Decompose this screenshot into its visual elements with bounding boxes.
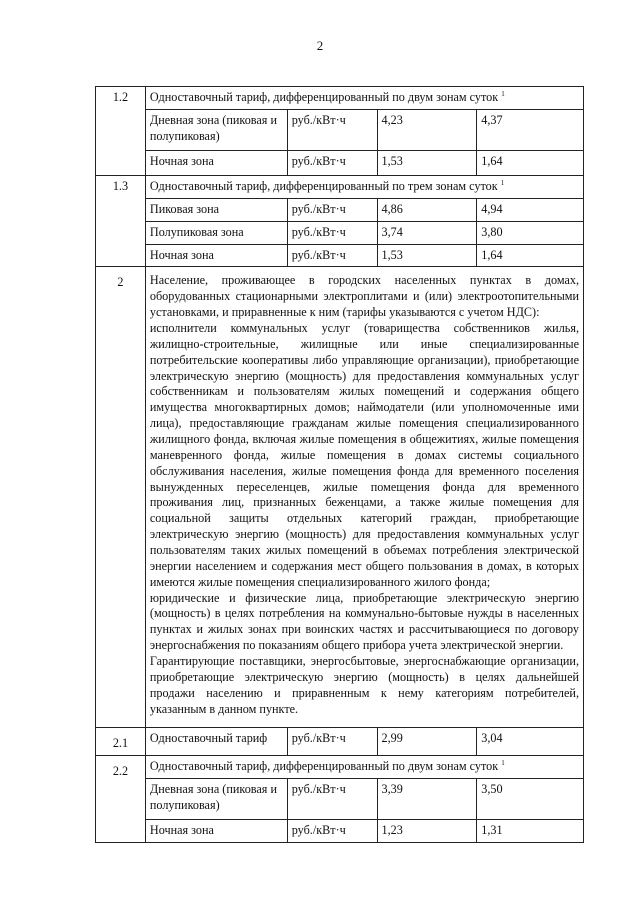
value-cell: 3,74: [377, 221, 477, 244]
table-row: [96, 109, 584, 150]
section-row-2: [96, 267, 584, 728]
section-title: [145, 756, 583, 779]
section-row-2-1: [96, 728, 584, 756]
section-row-2-2: [96, 756, 584, 779]
zone-cell: Полупиковая зона: [145, 221, 287, 244]
value-cell: 4,37: [477, 109, 584, 150]
value-cell: 1,53: [377, 244, 477, 267]
zone-cell: Ночная зона: [145, 820, 287, 843]
section-title: [145, 87, 583, 110]
value-cell: 3,39: [377, 779, 477, 820]
footnote-mark: 1: [501, 759, 505, 768]
table-row: [96, 820, 584, 843]
section-title-text: Одноставочный тариф, дифференцированный по двум зонам суток: [149, 90, 499, 105]
paragraph: юридические и физические лица, приобретающие электрическую энергию (мощность) в целях потребления на коммунально-бытовые нужды в населенных пунктах и жилых зонах при воинских частях и рассчитывающиеся по договору энергоснабжения по показаниям общего прибора учета электрической энергии.: [149, 590, 579, 653]
footnote-mark: 1: [501, 90, 505, 98]
row-number: 2: [96, 267, 146, 728]
section-title: [145, 175, 583, 198]
table-row: [96, 244, 584, 267]
section-row-1-3: [96, 175, 584, 198]
zone-cell: Одноставочный тариф: [145, 728, 287, 756]
paragraph: Население, проживающее в городских населенных пунктах в домах, оборудованных стационарными электроплитами и (или) электроотопительными установками, и приравненные к ним (тарифы указываются с учетом НДС):: [149, 273, 579, 320]
value-cell: 1,23: [377, 820, 477, 843]
zone-cell: Пиковая зона: [145, 198, 287, 221]
value-cell: 4,94: [477, 198, 584, 221]
section-row-1-2: [96, 87, 584, 110]
value-cell: 1,31: [477, 820, 584, 843]
paragraph: Гарантирующие поставщики, энергосбытовые, энергоснабжающие организации, приобретающие электрическую энергию (мощность) в целях дальнейшей продажи населению и приравненным к нему категориям потребителей, указанным в данном пункте.: [149, 654, 579, 716]
value-cell: 3,80: [477, 221, 584, 244]
value-cell: 3,50: [477, 779, 584, 820]
unit-cell: руб./кВт·ч: [287, 779, 377, 820]
unit-cell: руб./кВт·ч: [287, 820, 377, 843]
unit-cell: руб./кВт·ч: [287, 150, 377, 175]
unit-cell: руб./кВт·ч: [287, 109, 377, 150]
value-cell: 1,64: [477, 150, 584, 175]
row-number: 1.2: [96, 87, 146, 176]
section-title-text: Одноставочный тариф, дифференцированный по двум зонам суток: [149, 759, 499, 774]
row-number: 2.1: [96, 728, 146, 756]
unit-cell: руб./кВт·ч: [287, 221, 377, 244]
value-cell: 4,86: [377, 198, 477, 221]
zone-cell: Ночная зона: [145, 150, 287, 175]
unit-cell: руб./кВт·ч: [287, 244, 377, 267]
zone-cell: Дневная зона (пиковая и полупиковая): [145, 109, 287, 150]
row-number: 2.2: [96, 756, 146, 843]
unit-cell: руб./кВт·ч: [287, 198, 377, 221]
table-row: [96, 221, 584, 244]
zone-cell: Дневная зона (пиковая и полупиковая): [145, 779, 287, 820]
page-number: 2: [316, 38, 324, 53]
value-cell: 3,04: [477, 728, 584, 756]
tariff-table: [95, 86, 584, 843]
table-row: [96, 779, 584, 820]
value-cell: 4,23: [377, 109, 477, 150]
value-cell: 1,53: [377, 150, 477, 175]
table-row: [96, 150, 584, 175]
paragraph: исполнители коммунальных услуг (товарищества собственников жилья, жилищно-строительные, жилищные или иные специализированные потребительские кооперативы либо управляющие организации), приобретающие электрическую энергию (мощность) для предоставления коммунальных услуг собственникам и пользователям жилых помещений и содержания общего имущества многоквартирных домов; наймодатели (или уполномоченные ими лица), предоставляющие гражданам жилые помещения специализированного жилищного фонда, включая жилые помещения в общежитиях, жилые помещения маневренного фонда, жилые помещения в домах системы социального обслуживания населения, жилые помещения фонда для временного поселения вынужденных переселенцев, жилые помещения фонда для временного проживания лиц, признанных беженцами, а также жилые помещения для социальной защиты отдельных категорий граждан, приобретающие электрическую энергию (мощность) для предоставления коммунальных услуг пользователям таких жилых помещений в объемах потребления электрической энергии населением и содержания мест общего пользования в домах, в которых имеются жилые помещения специализированного жилого фонда;: [149, 321, 579, 589]
unit-cell: руб./кВт·ч: [287, 728, 377, 756]
value-cell: 2,99: [377, 728, 477, 756]
footnote-mark: 1: [500, 178, 505, 187]
table-row: [96, 198, 584, 221]
value-cell: 1,64: [477, 244, 584, 267]
zone-cell: Ночная зона: [145, 244, 287, 267]
row-number: 1.3: [96, 175, 146, 267]
section-title-text: Одноставочный тариф, дифференцированный по трем зонам суток: [149, 178, 498, 193]
section-description: [145, 267, 583, 728]
